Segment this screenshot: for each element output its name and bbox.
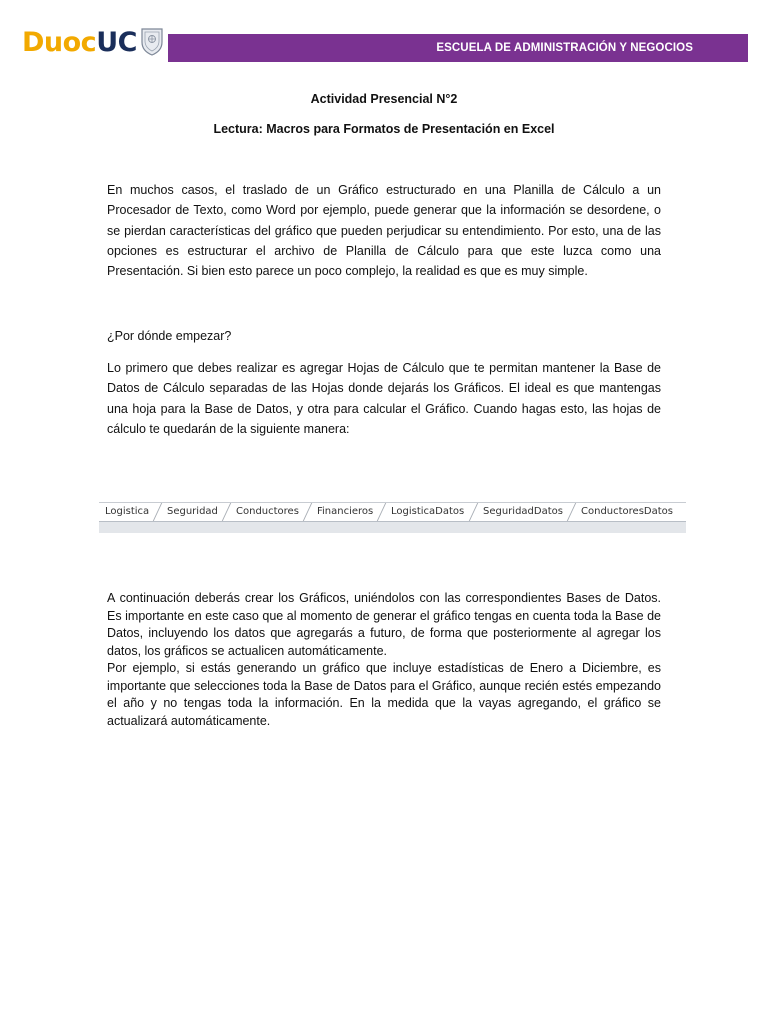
sheet-tab-logisticadatos [377,503,477,521]
paragraph-create-charts: A continuación deberás crear los Gráficos, uniéndolos con las correspondientes Bases de Datos. Es importante en este caso que al momento de generar el gráfico tengas en cuenta toda la Base de Datos, incluyendo los datos que agregarás a futuro, de forma que posteriormente al agregar los datos, los gráficos se actualicen automáticamente. [107,591,661,658]
sheet-tab-label: Seguridad [167,506,219,517]
document-title: Actividad Presencial N°2 [310,92,458,106]
excel-sheet-tabs-image [99,502,686,533]
logo-text-duoc: Duoc [22,26,97,58]
sheet-tab-conductoresdatos [566,503,684,521]
university-seal-icon [140,26,164,56]
sheet-tab-label: Conductores [236,506,300,517]
sheet-tab-label: ConductoresDatos [580,506,673,517]
logo-text-uc: UC [96,26,137,58]
sheet-tab-row [99,503,686,522]
section-question: ¿Por dónde empezar? [107,329,232,343]
school-banner [168,34,748,62]
sheet-tab-label: Logistica [105,506,150,517]
sheet-tab-bar [99,522,686,533]
sheet-tab-label: Financieros [317,506,374,517]
school-name: ESCUELA DE ADMINISTRACIÓN Y NEGOCIOS [436,42,693,54]
sheet-tab-label: LogisticaDatos [391,506,465,517]
sheet-tab-label: SeguridadDatos [482,506,563,517]
paragraph-instructions: Lo primero que debes realizar es agregar Hojas de Cálculo que te permitan mantener la Base de Datos de Cálculo separadas de las Hojas donde dejarás los Gráficos. El ideal es que mantengas una hoja para la Base de Datos, y otra para calcular el Gráfico. Cuando hagas esto, las hojas de cálculo te quedarán de la siguiente manera: [107,361,661,436]
page-header [0,0,768,70]
sheet-tab-seguridaddatos [468,503,574,521]
sheet-tab-logistica [99,503,161,521]
document-subtitle: Lectura: Macros para Formatos de Presentación en Excel [213,122,555,136]
sheet-tab-financieros [303,503,386,521]
duocuc-logo [22,28,164,56]
sheet-tab-seguridad [153,503,230,521]
paragraph-example: Por ejemplo, si estás generando un gráfico que incluye estadísticas de Enero a Diciembre, es importante que selecciones toda la Base de Datos para el Gráfico, aunque recién estés empezando el año y no tengas toda la información. En la medida que la vayas agregando, el gráfico se actualizará automáticamente. [107,661,661,728]
paragraph-intro: En muchos casos, el traslado de un Gráfico estructurado en una Planilla de Cálculo a un Procesador de Texto, como Word por ejemplo, puede generar que la información se desordene, o se pierdan características del gráfico que pueden perjudicar su entendimiento. Por esto, una de las opciones es estructurar el archivo de Planilla de Cálculo para que este luzca como una Presentación. Si bien esto parece un poco complejo, la realidad es que es muy simple. [107,183,661,279]
sheet-tab-conductores [222,503,311,521]
